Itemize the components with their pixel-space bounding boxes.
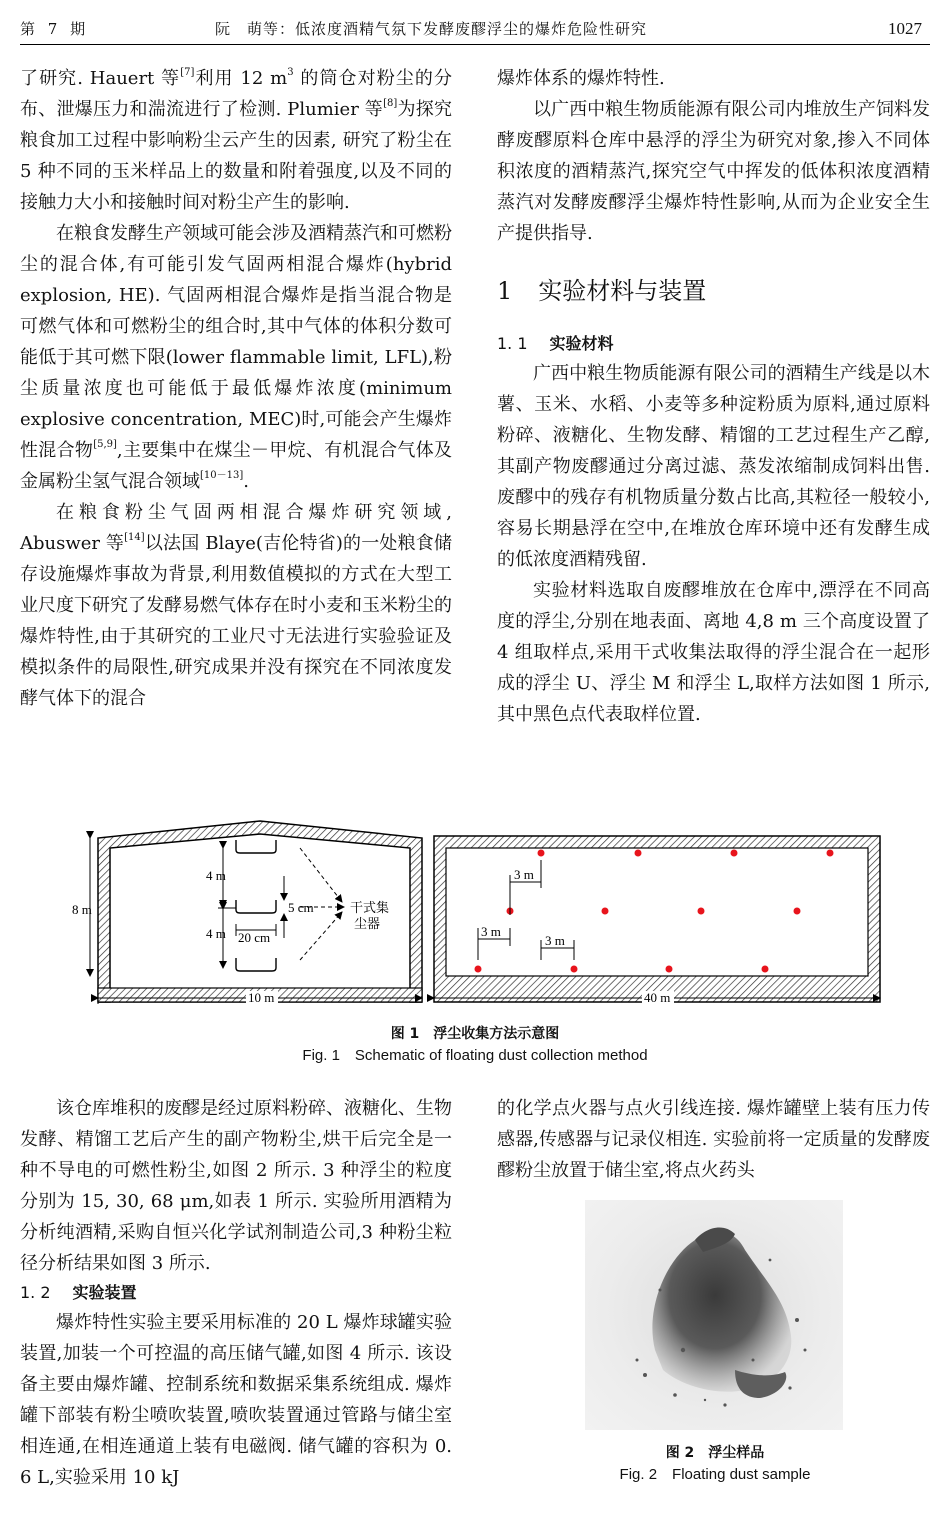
lower-left-column [20, 1093, 452, 1493]
figure-1-caption [200, 1024, 750, 1068]
paragraph: 该仓库堆积的废醪是经过原料粉碎、液糖化、生物发酵、精馏工艺后产生的副产物粉尘,烘干后完全是一种不导电的可燃性粉尘,如图 2 所示. 3 种浮尘的粒度分别为 15, 30, 68 μm,如表 1 所示. 实验所用酒精为分析纯酒精,采购自恒兴化学试剂制造公司,3 种粉尘粒径分析结果如图 3 所示. [20, 1098, 452, 1274]
height-total-label: 8 m [72, 902, 92, 917]
issue-number: 第 7 期 [20, 20, 90, 38]
sampling-point [698, 908, 705, 915]
section-heading: 1 实验材料与装置 [497, 277, 707, 305]
width-small-label: 20 cm [238, 930, 271, 945]
sampling-point [794, 908, 801, 915]
citation: [14] [124, 532, 145, 543]
caption-zh: 图 2 浮尘样品 [665, 1445, 765, 1461]
paragraph: 爆炸体系的爆炸特性. [497, 68, 665, 89]
citation: [8] [383, 98, 398, 109]
citation: [7] [180, 67, 195, 78]
paragraph: 的化学点火器与点火引线连接. 爆炸罐壁上装有压力传感器,传感器与记录仪相连. 实验前将一定质量的发酵废醪粉尘放置于储尘室,将点火药头 [497, 1098, 930, 1181]
collector-bottom [236, 958, 276, 971]
spacing-label-b: 3 m [481, 924, 501, 939]
paragraph: 在粮食粉尘气固两相混合爆炸研究领域, Abuswer 等[14]以法国 Blaye(吉伦特省)的一处粮食储存设施爆炸事故为背景,利用数值模拟的方式在大型工业尺度下研究了发酵易燃气体存在时小麦和玉米粉尘的爆炸特性,由于其研究的工业尺寸无法进行实验验证及模拟条件的局限性,研究成果并没有探究在不同浓度发酵气体下的混合 [20, 502, 452, 709]
sampling-point [602, 908, 609, 915]
running-header [20, 18, 930, 45]
paragraph: 实验材料选取自废醪堆放在仓库中,漂浮在不同高度的浮尘,分别在地表面、离地 4,8 m 三个高度设置了 4 组取样点,采用干式收集法取得的浮尘混合在一起形成的浮尘 U、浮尘 M 和浮尘 L,取样方法如图 1 所示,其中黑色点代表取样位置. [497, 580, 930, 725]
right-column [497, 63, 930, 730]
running-title: 阮 萌等：低浓度酒精气氛下发酵废醪浮尘的爆炸危险性研究 [215, 20, 648, 38]
paragraph: 以广西中粮生物质能源有限公司内堆放生产饲料发酵废醪原料仓库中悬浮的浮尘为研究对象,掺入不同体积浓度的酒精蒸汽,探究空气中挥发的低体积浓度酒精蒸汽对发酵废醪浮尘爆炸特性影响,从而为企业安全生产提供指导. [497, 99, 930, 244]
collector-middle [236, 900, 276, 913]
height-upper-label: 4 m [206, 868, 226, 883]
collector-label-2: 尘器 [354, 917, 381, 932]
citation: [5,9] [93, 439, 117, 450]
citation: [10－13] [200, 470, 244, 481]
left-column [20, 63, 452, 714]
figure-2-caption [560, 1443, 870, 1487]
subsection-heading: 1. 1 实验材料 [497, 334, 614, 353]
sampling-point [731, 850, 738, 857]
sampling-point [762, 966, 769, 973]
paragraph: 在粮食发酵生产领域可能会涉及酒精蒸汽和可燃粉尘的混合体,有可能引发气固两相混合爆炸(hybrid explosion, HE). 气固两相混合爆炸是指当混合物是可燃气体和可燃粉尘的组合时,其中气体的体积分数可能低于其可燃下限(lower flammable limit, LFL),粉尘质量浓度也可能低于最低爆炸浓度(minimum explosive concentration, MEC)时,可能会产生爆炸性混合物[5,9],主要集中在煤尘－甲烷、有机混合气体及金属粉尘氢气混合领域[10－13]. [20, 223, 452, 492]
lower-right-column [497, 1093, 930, 1186]
sampling-point [475, 966, 482, 973]
dust-sample-photo [585, 1200, 843, 1430]
height-lower-label: 4 m [206, 926, 226, 941]
sampling-point [666, 966, 673, 973]
paragraph: 爆炸特性实验主要采用标准的 20 L 爆炸球罐实验装置,加装一个可控温的高压储气罐,如图 4 所示. 该设备主要由爆炸罐、控制系统和数据采集系统组成. 爆炸罐下部装有粉尘喷吹装置,喷吹装置通过管路与储尘室相连通,在相连通道上装有电磁阀. 储气罐的容积为 0. 6 L,实验采用 10 kJ [20, 1312, 452, 1488]
collector-top [236, 840, 276, 853]
collector-label-1: 干式集 [350, 901, 390, 916]
paragraph: 了研究. Hauert 等[7]利用 12 $m^3$ 的筒仓对粉尘的分布、泄爆压力和湍流进行了检测. Plumier 等[8]为探究粮食加工过程中影响粉尘云产生的因素, 研究了粉尘在 5 种不同的玉米样品上的数量和附着强度,以及不同的接触力大小和接触时间对粉尘产生的影响. [20, 67, 453, 213]
figure-1-diagram [60, 820, 890, 1020]
sampling-point [538, 850, 545, 857]
gap-label: 5 cm [288, 900, 314, 915]
subsection-heading: 1. 2 实验装置 [20, 1283, 137, 1302]
width-left-label: 10 m [248, 990, 275, 1005]
sampling-point [827, 850, 834, 857]
sampling-point [571, 966, 578, 973]
caption-zh: 图 1 浮尘收集方法示意图 [390, 1026, 560, 1042]
spacing-label-c: 3 m [545, 933, 565, 948]
width-right-label: 40 m [644, 990, 671, 1005]
spacing-label-a: 3 m [514, 867, 534, 882]
caption-en: Fig. 1 Schematic of floating dust collection method [302, 1047, 648, 1064]
caption-en: Fig. 2 Floating dust sample [619, 1466, 811, 1483]
page-number: 1027 [888, 19, 922, 38]
sampling-point [635, 850, 642, 857]
paragraph: 广西中粮生物质能源有限公司的酒精生产线是以木薯、玉米、水稻、小麦等多种淀粉质为原料,通过原料粉碎、液糖化、生物发酵、精馏的工艺过程生产乙醇,其副产物废醪通过分离过滤、蒸发浓缩制成饲料出售. 废醪中的残存有机物质量分数占比高,其粒径一般较小,容易长期悬浮在空中,在堆放仓库环境中还有发酵生成的低浓度酒精残留. [497, 363, 930, 570]
